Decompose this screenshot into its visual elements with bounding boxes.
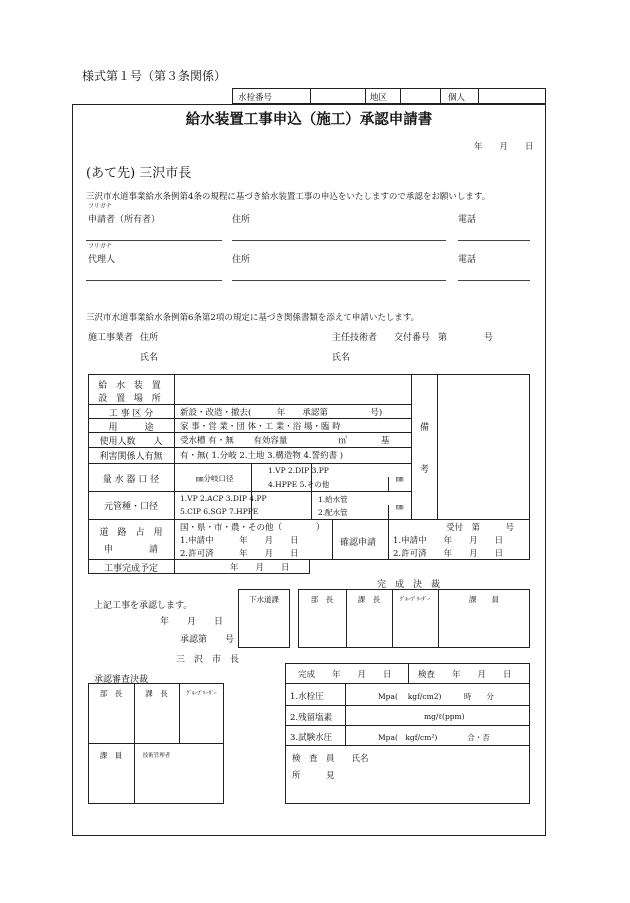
inspection-date[interactable]: 検査 年 月 日 [418,670,512,680]
water-tank-value[interactable]: 受水槽 有・無 有効容量 ㎥ 基 [180,436,390,446]
completion-planned-value[interactable]: 年 月 日 [230,563,290,573]
inspector-label: 検 査 員 氏名 [292,754,369,764]
road-applying-value[interactable]: 1.申請中 年 月 日 [180,536,299,546]
date-line: 年 月 日 [474,142,534,152]
rule-text: 三沢市水道事業給水条例第6条第2項の規定に基づき関係書類を添えて申請いたします。 [86,313,420,323]
road-occupation-label-2: 申 請 [103,545,158,555]
tap-pressure-label: 1.水栓圧 [290,692,324,702]
interest-party-label: 利害関係人有無 [99,452,163,462]
review-staff: 課 員 [99,751,123,760]
approval-date[interactable]: 年 月 日 [160,617,224,627]
meter-number-label: 水栓番号 [238,93,273,103]
applicant-phone-label: 電話 [458,215,477,225]
applicant-label: 申請者（所有者） [88,215,161,225]
applicant-address-line[interactable] [232,240,446,241]
chief-engineer-label: 主任技術者 [332,333,378,343]
agent-phone-label: 電話 [458,255,477,265]
receipt-number[interactable]: 受付 第 号 [446,523,515,533]
confirmation-label: 確認申請 [340,538,377,548]
individual-label: 個人 [448,93,466,103]
opinion-label: 所 見 [292,771,335,781]
residual-chlorine-value[interactable]: mg/ℓ(ppm) [424,712,465,721]
header-row [232,88,546,104]
confirm-applying-value[interactable]: 1.申請中 年 月 日 [393,536,504,546]
cert-number-label: 交付番号 [394,333,431,343]
work-type-label: 工 事 区 分 [108,409,154,419]
road-permitted-value[interactable]: 2.許可済 年 月 日 [180,549,299,559]
agent-furigana: フリガナ [88,243,112,250]
intro-text: 三沢市水道事業給水条例第4条の規程に基づき給水装置工事の申込をいたしますので承認をお願いします。 [86,192,491,202]
completion-staff: 課 員 [469,595,499,604]
tap-pressure-value[interactable]: Mpa( kgf/cm2) 時 分 [378,692,494,701]
cert-go: 号 [484,333,494,343]
main-pipe-type-1[interactable]: 1.VP 2.ACP 3.DIP 4.PP [180,494,267,503]
form-title: 給水装置工事申込（施工）承認申請書 [185,111,433,128]
main-pipe-label: 元管種・口径 [103,502,158,512]
remarks-label-2: 考 [419,465,429,475]
applicant-phone-line[interactable] [458,240,530,241]
usage-value[interactable]: 家 事・営 業・団 体・工 業・浴 場・臨 時 [180,422,341,432]
agent-label: 代理人 [88,255,116,265]
pipe-type-2[interactable]: 4.HPPE 5.その他 [268,480,330,489]
completion-decision-title: 完 成 決 裁 [377,580,441,590]
install-location-label-1: 給 水 装 置 [98,381,164,391]
users-count-label: 使用人数 人 [99,437,163,447]
applicant-furigana: フリガナ [88,203,112,210]
review-section-chief: 課 長 [145,689,168,698]
agent-name-line[interactable] [86,280,222,281]
meter-diameter-label: 量 水 器 口 径 [102,475,160,485]
applicant-address-label: 住所 [232,215,251,225]
review-director: 部 長 [99,689,123,698]
distribution-pipe-option[interactable]: 2.配水管 [318,508,348,517]
install-location-field[interactable] [175,375,410,404]
cert-dai: 第 [438,333,448,343]
approval-number[interactable]: 承認第 号 [180,635,235,645]
residual-chlorine-label: 2.残留塩素 [290,713,333,723]
district-label: 地区 [370,93,388,103]
meter-mm-unit: ㎜ [396,474,404,483]
completion-director: 部 長 [310,595,334,604]
usage-label: 用 途 [108,423,154,433]
agent-address-line[interactable] [232,280,446,281]
review-tech-manager: 技術管理者 [142,753,171,759]
engineer-name-label: 氏名 [332,353,351,363]
completion-section-chief: 課 長 [357,595,381,604]
review-group-leader: ｸﾞﾙｰﾌﾟﾘｰﾀﾞｰ [186,691,217,697]
completion-date[interactable]: 完成 年 月 日 [298,670,392,680]
completion-group-leader: ｸﾞﾙｰﾌﾟﾘｰﾀﾞｰ [399,597,431,603]
contractor-name-label: 氏名 [140,353,159,363]
main-pipe-mm-unit: ㎜ [396,502,404,511]
install-location-label-2: 設 置 場 所 [98,394,164,404]
main-pipe-type-2[interactable]: 5.CIP 6.SGP 7.HPPE [180,507,259,516]
interest-party-value[interactable]: 有・無( 1.分岐 2.土地 3.構造物 4.誓約書 ) [180,451,344,461]
work-type-value[interactable]: 新設・改造・撤去( 年 承認第 号) [180,408,383,418]
confirm-permitted-value[interactable]: 2.許可済 年 月 日 [393,549,504,559]
test-pressure-label: 3.試験水圧 [290,733,333,743]
road-occupation-label-1: 道 路 占 用 [99,528,163,538]
addressee: (あて先) 三沢市長 [86,166,192,181]
completion-planned-label: 工事完成予定 [103,564,158,574]
approval-mayor: 三 沢 市 長 [176,655,240,665]
branch-diameter-value[interactable]: ㎜分岐口径 [196,474,234,483]
contractor-address-label: 住所 [140,333,159,343]
road-authority-value[interactable]: 国・県・市・農・その他（ ） [180,523,325,533]
contractor-label: 施工事業者 [88,333,134,343]
agent-address-label: 住所 [232,255,251,265]
remarks-label-1: 備 [419,423,429,433]
approval-text: 上記工事を承認します。 [94,601,193,611]
sewer-label: 下水道課 [249,595,279,604]
pipe-type-1[interactable]: 1.VP 2.DIP 3.PP [268,466,329,475]
supply-pipe-option[interactable]: 1.給水管 [318,495,348,504]
agent-phone-line[interactable] [458,280,530,281]
test-pressure-value[interactable]: Mpa( kgf/cm²) 合・否 [378,733,490,742]
review-decision-title: 承認審査決裁 [94,675,149,685]
form-label: 様式第１号（第３条関係） [82,69,227,83]
